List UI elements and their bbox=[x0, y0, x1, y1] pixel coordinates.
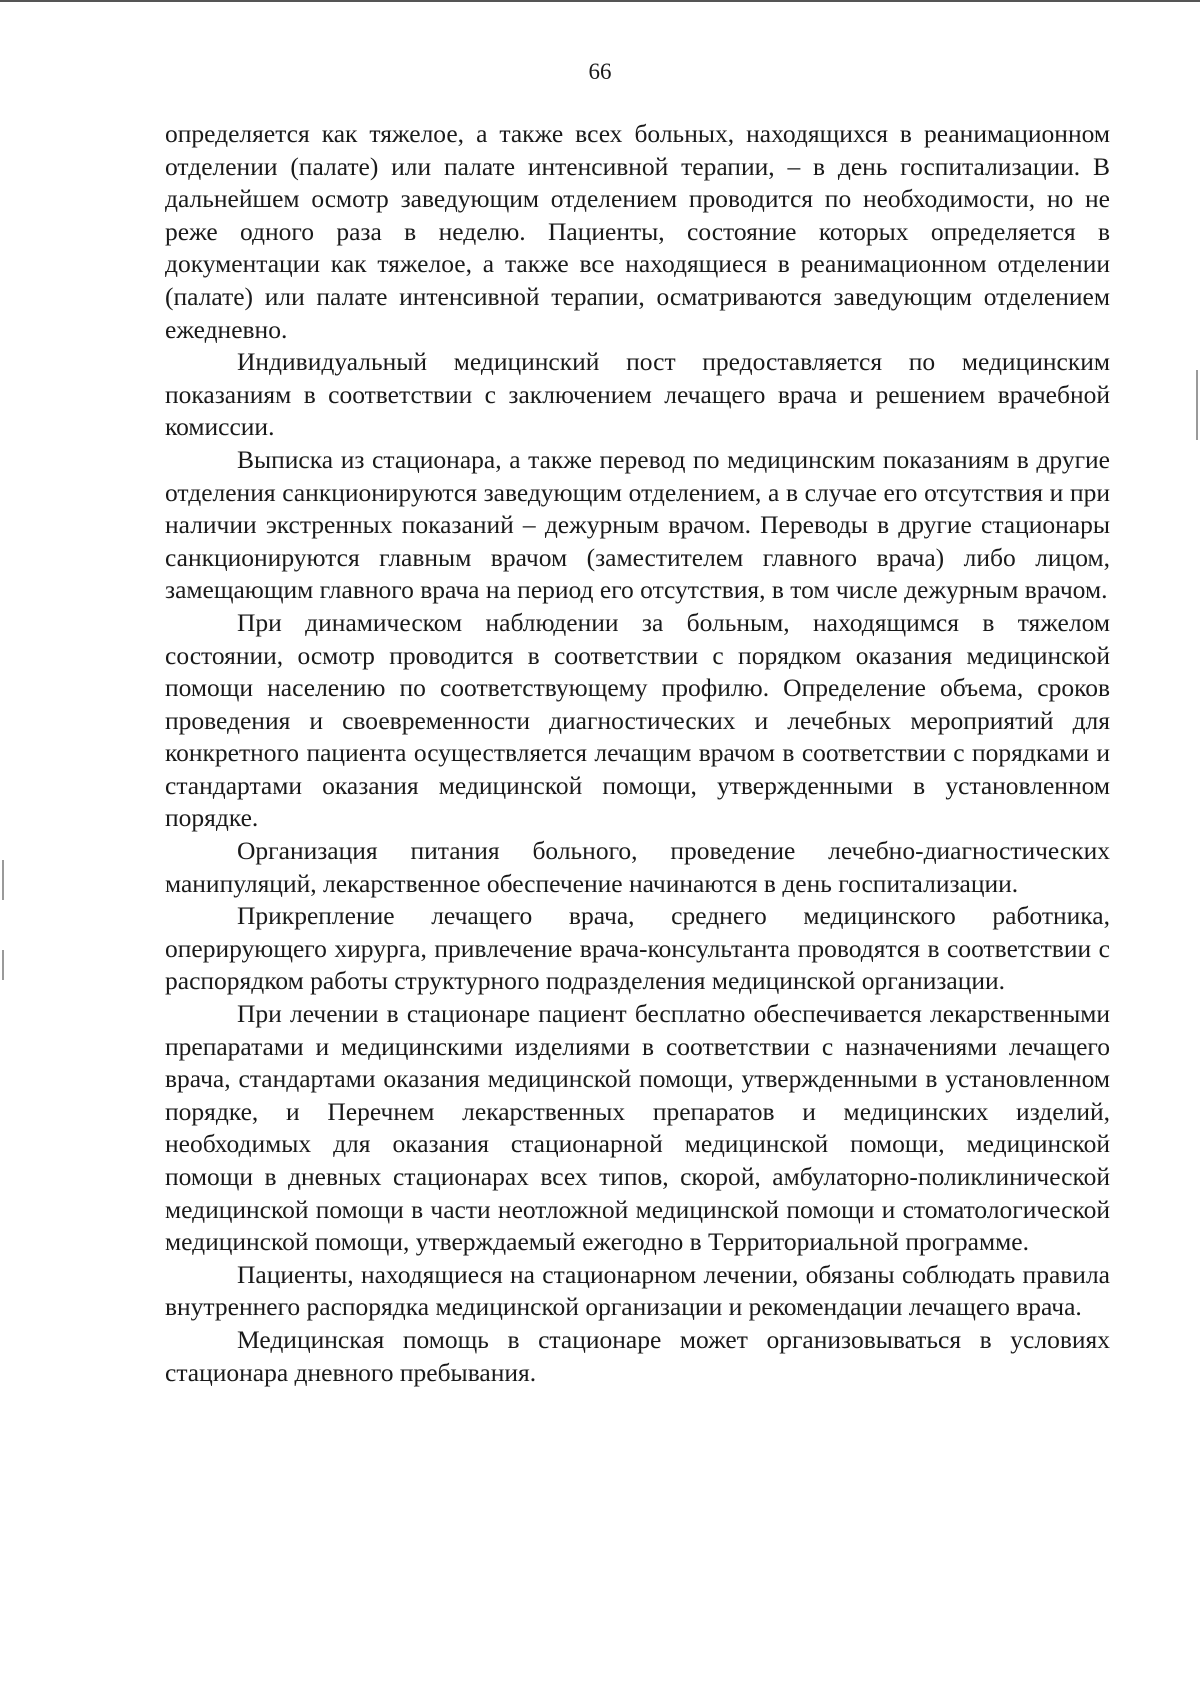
scan-edge-mark bbox=[1196, 370, 1198, 440]
page-number: 66 bbox=[588, 59, 612, 84]
paragraph: Индивидуальный медицинский пост предоставляется по медицинским показаниям в соответствии с заключением лечащего врача и решением врачебной комиссии. bbox=[165, 347, 1110, 442]
paragraph: Медицинская помощь в стационаре может организовываться в условиях стационара дневного пребывания. bbox=[165, 1324, 1110, 1387]
document-body bbox=[165, 118, 1110, 1389]
scan-edge-mark bbox=[2, 860, 4, 900]
paragraph: При динамическом наблюдении за больным, находящимся в тяжелом состоянии, осмотр проводится в соответствии с порядком оказания медицинской помощи населению по соответствующему профилю. Определение объема, сроков проведения и своевременности диагностических и лечебных мероприятий для конкретного пациента осуществляется лечащим врачом в соответствии с порядками и стандартами оказания медицинской помощи, утвержденными в установленном порядке. bbox=[165, 607, 1110, 833]
paragraph: Пациенты, находящиеся на стационарном лечении, обязаны соблюдать правила внутреннего распорядка медицинской организации и рекомендации лечащего врача. bbox=[165, 1259, 1110, 1322]
paragraph: Прикрепление лечащего врача, среднего медицинского работника, оперирующего хирурга, привлечение врача-консультанта проводятся в соответствии с распорядком работы структурного подразделения медицинской организации. bbox=[165, 901, 1110, 996]
paragraph: Выписка из стационара, а также перевод по медицинским показаниям в другие отделения санкционируются заведующим отделением, а в случае его отсутствия и при наличии экстренных показаний – дежурным врачом. Переводы в другие стационары санкционируются главным врачом (заместителем главного врача) либо лицом, замещающим главного врача на период его отсутствия, в том числе дежурным врачом. bbox=[165, 444, 1110, 605]
paragraph: При лечении в стационаре пациент бесплатно обеспечивается лекарственными препаратами и медицинскими изделиями в соответствии с назначениями лечащего врача, стандартами оказания медицинской помощи, утвержденными в установленном порядке, и Перечнем лекарственных препаратов и медицинских изделий, необходимых для оказания стационарной медицинской помощи, медицинской помощи в дневных стационарах всех типов, скорой, амбулаторно-поликлинической медицинской помощи в части неотложной медицинской помощи и стоматологической медицинской помощи, утверждаемый ежегодно в Территориальной программе. bbox=[165, 999, 1110, 1257]
scan-edge-mark bbox=[2, 950, 4, 980]
paragraph: определяется как тяжелое, а также всех больных, находящихся в реанимационном отделении (палате) или палате интенсивной терапии, – в день госпитализации. В дальнейшем осмотр заведующим отделением проводится по необходимости, но не реже одного раза в неделю. Пациенты, состояние которых определяется в документации как тяжелое, а также все находящиеся в реанимационном отделении (палате) или палате интенсивной терапии, осматриваются заведующим отделением ежедневно. bbox=[165, 119, 1110, 344]
paragraph: Организация питания больного, проведение лечебно-диагностических манипуляций, лекарственное обеспечение начинаются в день госпитализации. bbox=[165, 836, 1110, 898]
top-rule bbox=[0, 0, 1200, 2]
